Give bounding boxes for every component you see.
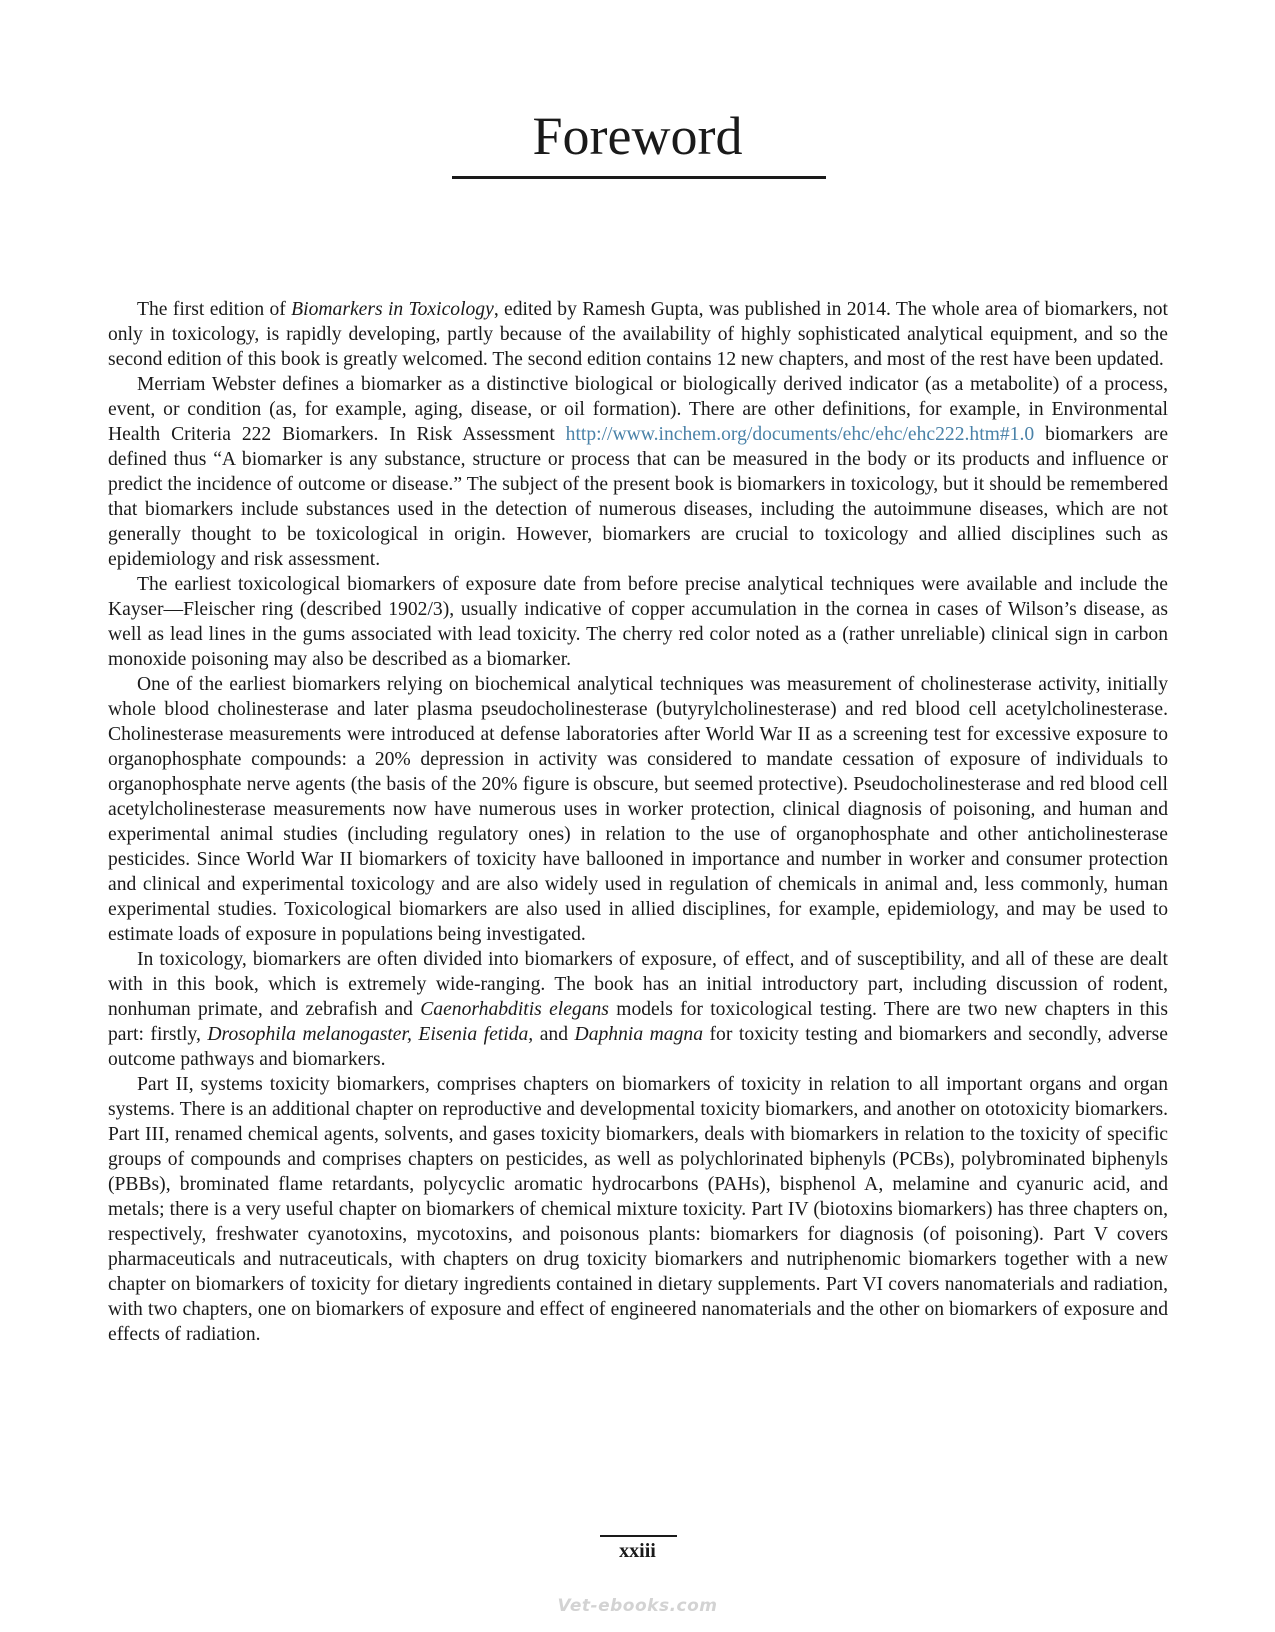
species-c-elegans: Caenorhabditis elegans <box>420 999 609 1020</box>
paragraph-1-text-b: , edited by Ramesh Gupta, was published in 2014. The whole area of biomarkers, not only in toxicology, is rapidly developing, partly because of the availability of highly sophisticated analytical equipment, and so the second edition of this book is greatly welcomed. The second edition contains 12 new chapters, and most of the rest have been updated. <box>108 299 1168 370</box>
paragraph-2 <box>108 372 1168 572</box>
species-daphnia: Daphnia magna <box>574 1024 703 1045</box>
paragraph-1 <box>108 297 1168 372</box>
paragraph-5-text-c: and <box>533 1024 575 1045</box>
title-rule <box>452 176 826 179</box>
paragraph-6: Part II, systems toxicity biomarkers, comprises chapters on biomarkers of toxicity in relation to all important organs and organ systems. There is an additional chapter on reproductive and developmental toxicity biomarkers, and another on ototoxicity biomarkers. Part III, renamed chemical agents, solvents, and gases toxicity biomarkers, deals with biomarkers in relation to the toxicity of specific groups of compounds and comprises chapters on pesticides, as well as polychlorinated biphenyls (PCBs), polybrominated biphenyls (PBBs), brominated flame retardants, polycyclic aromatic hydrocarbons (PAHs), bisphenol A, melamine and cyanuric acid, and metals; there is a very useful chapter on biomarkers of chemical mixture toxicity. Part IV (biotoxins biomarkers) has three chapters on, respectively, freshwater cyanotoxins, mycotoxins, and poisonous plants: biomarkers for diagnosis (of poisoning). Part V covers pharmaceuticals and nutraceuticals, with chapters on drug toxicity biomarkers and nutriphenomic biomarkers together with a new chapter on biomarkers of toxicity for dietary ingredients contained in dietary supplements. Part VI covers nanomaterials and radiation, with two chapters, one on biomarkers of exposure and effect of engineered nanomaterials and the other on biomarkers of exposure and effects of radiation. <box>108 1074 1168 1345</box>
watermark: Vet-ebooks.com <box>557 1596 718 1616</box>
paragraph-5-text-d: for toxicity testing and biomarkers and secondly, adverse outcome pathways and biomarkers. <box>108 1024 1168 1070</box>
paragraph-5-text-a: In toxicology, biomarkers are often divided into biomarkers of exposure, of effect, and of susceptibility, and all of these are dealt with in this book, which is extremely wide-ranging. The book has an initial introductory part, including discussion of rodent, nonhuman primate, and zebrafish and <box>108 949 1168 1020</box>
paragraph-5 <box>108 947 1168 1072</box>
paragraph-4: One of the earliest biomarkers relying on biochemical analytical techniques was measurement of cholinesterase activity, initially whole blood cholinesterase and later plasma pseudocholinesterase (butyrylcholinesterase) and red blood cell acetylcholinesterase. Cholinesterase measurements were introduced at defense laboratories after World War II as a screening test for excessive exposure to organophosphate compounds: a 20% depression in activity was considered to mandate cessation of exposure of individuals to organophosphate nerve agents (the basis of the 20% figure is obscure, but seemed protective). Pseudocholinesterase and red blood cell acetylcholinesterase measurements now have numerous uses in worker protection, clinical diagnosis of poisoning, and human and experimental animal studies (including regulatory ones) in relation to the use of organophosphate and other anticholinesterase pesticides. Since World War II biomarkers of toxicity have ballooned in importance and number in worker and consumer protection and clinical and experimental toxicology and are also widely used in regulation of chemicals in animal and, less commonly, human experimental studies. Toxicological biomarkers are also used in allied disciplines, for example, epidemiology, and may be used to estimate loads of exposure in populations being investigated. <box>108 674 1168 945</box>
species-drosophila-eisenia: Drosophila melanogaster, Eisenia fetida, <box>207 1024 534 1045</box>
book-title: Biomarkers in Toxicology <box>291 299 494 320</box>
paragraph-5-text-b: models for toxicological testing. There are two new chapters in this part: firstly, <box>108 999 1168 1045</box>
paragraph-2-text-b: biomarkers are defined thus “A biomarker is any substance, structure or process that can be measured in the body or its products and influence or predict the incidence of outcome or disease.” The subject of the present book is biomarkers in toxicology, but it should be remembered that biomarkers include substances used in the detection of numerous diseases, including the autoimmune diseases, which are not generally thought to be toxicological in origin. However, biomarkers are crucial to toxicology and allied disciplines such as epidemiology and risk assessment. <box>108 424 1169 570</box>
page-number-rule <box>600 1535 677 1537</box>
page-number: xxiii <box>619 1540 656 1562</box>
paragraph-1-text-a: The first edition of <box>137 299 292 320</box>
inchem-link[interactable]: http://www.inchem.org/documents/ehc/ehc/ehc222.htm#1.0 <box>565 424 1035 445</box>
page-title: Foreword <box>532 106 743 166</box>
foreword-body <box>108 297 1168 1347</box>
paragraph-2-text-a: Merriam Webster defines a biomarker as a distinctive biological or biologically derived indicator (as a metabolite) of a process, event, or condition (as, for example, aging, disease, or oil formation). There are other definitions, for example, in Environmental Health Criteria 222 Biomarkers. In Risk Assessment <box>108 374 1168 445</box>
paragraph-3: The earliest toxicological biomarkers of exposure date from before precise analytical techniques were available and include the Kayser—Fleischer ring (described 1902/3), usually indicative of copper accumulation in the cornea in cases of Wilson’s disease, as well as lead lines in the gums associated with lead toxicity. The cherry red color noted as a (rather unreliable) clinical sign in carbon monoxide poisoning may also be described as a biomarker. <box>108 574 1168 670</box>
